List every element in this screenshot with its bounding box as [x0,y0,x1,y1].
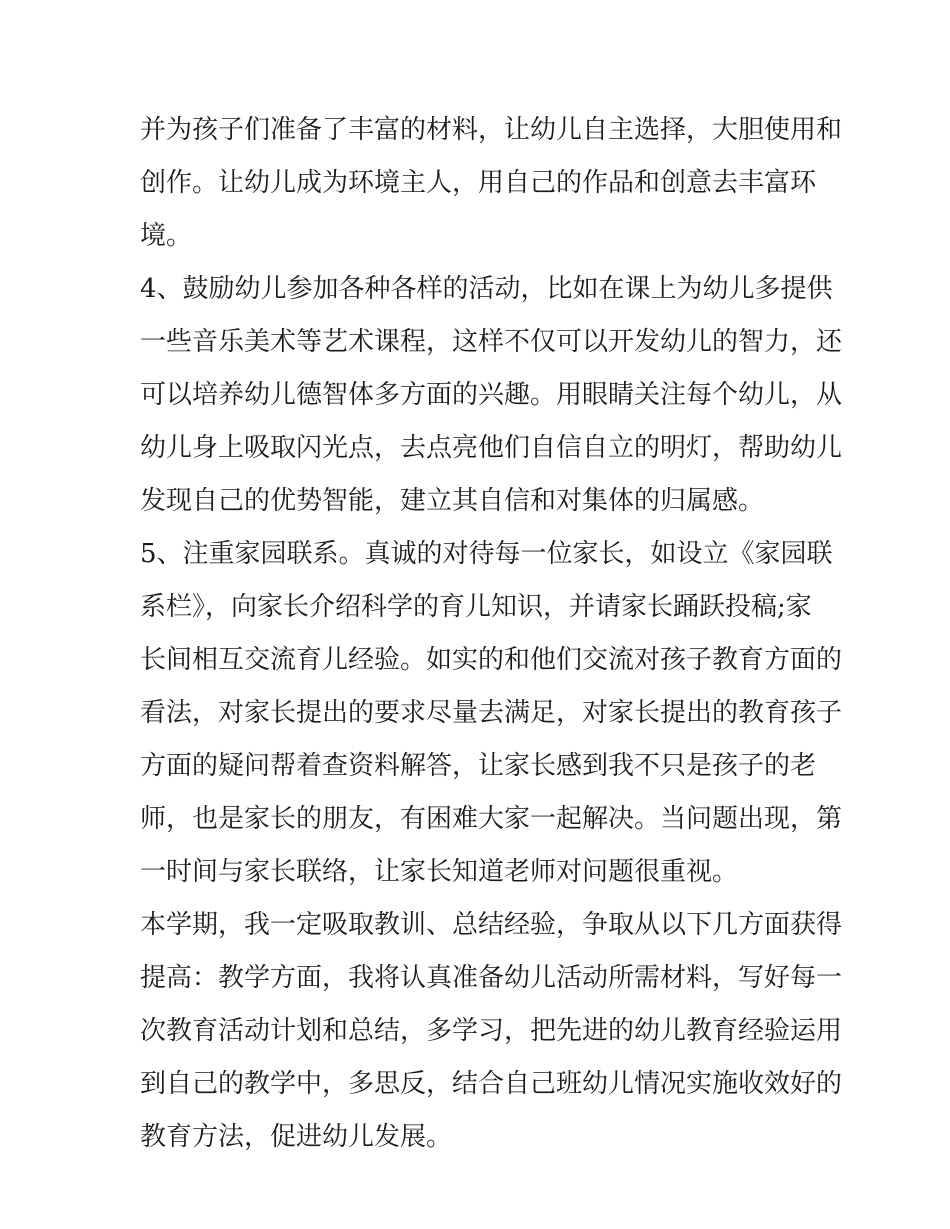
text-line: 4、鼓励幼儿参加各种各样的活动，比如在课上为幼儿多提供 [140,274,833,304]
text-line: 教育方法，促进幼儿发展。 [140,1122,453,1152]
text-line: 幼儿身上吸取闪光点，去点亮他们自信自立的明灯，帮助幼儿 [140,433,843,463]
text-line: 一时间与家长联络，让家长知道老师对问题很重视。 [140,857,739,887]
document-body [140,104,843,1164]
text-line: 可以培养幼儿德智体多方面的兴趣。用眼睛关注每个幼儿，从 [140,380,843,410]
text-line: 一些音乐美术等艺术课程，这样不仅可以开发幼儿的智力，还 [140,327,843,357]
text-line: 到自己的教学中，多思反，结合自己班幼儿情况实施收效好的 [140,1069,843,1099]
text-line: 师，也是家长的朋友，有困难大家一起解决。当问题出现，第 [140,804,843,834]
text-line: 发现自己的优势智能，建立其自信和对集体的归属感。 [140,486,765,516]
text-line: 次教育活动计划和总结，多学习，把先进的幼儿教育经验运用 [140,1016,843,1046]
text-line: 方面的疑问帮着查资料解答，让家长感到我不只是孩子的老 [140,751,817,781]
text-line: 提高：教学方面，我将认真准备幼儿活动所需材料，写好每一 [140,963,843,993]
text-line: 创作。让幼儿成为环境主人，用自己的作品和创意去丰富环 [140,168,817,198]
text-line: 系栏》，向家长介绍科学的育儿知识，并请家长踊跃投稿;家 [140,592,812,622]
text-line: 本学期，我一定吸取教训、总结经验，争取从以下几方面获得 [140,910,843,940]
text-line: 并为孩子们准备了丰富的材料，让幼儿自主选择，大胆使用和 [140,115,843,145]
text-line: 5、注重家园联系。真诚的对待每一位家长，如设立《家园联 [140,539,833,569]
text-line: 境。 [140,221,193,251]
text-line: 长间相互交流育儿经验。如实的和他们交流对孩子教育方面的 [140,645,843,675]
text-line: 看法，对家长提出的要求尽量去满足，对家长提出的教育孩子 [140,698,843,728]
